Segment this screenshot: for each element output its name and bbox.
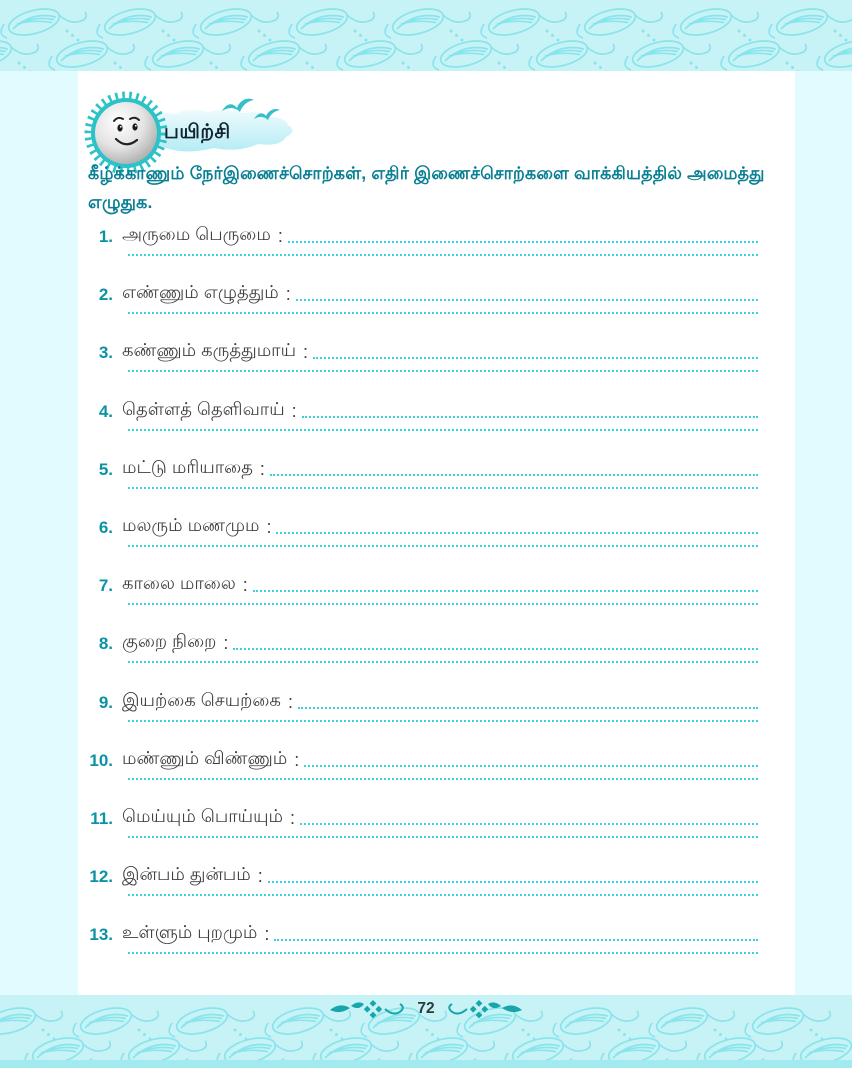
item-number: 11. bbox=[90, 808, 113, 828]
item-label: மண்ணும் விண்ணும் bbox=[122, 747, 288, 768]
answer-line-2 bbox=[128, 370, 758, 372]
item-separator: : bbox=[294, 749, 300, 770]
answer-line-1 bbox=[298, 707, 758, 709]
list-item bbox=[88, 865, 758, 923]
answer-line-2 bbox=[128, 836, 758, 838]
item-number: 13. bbox=[89, 925, 113, 945]
exercise-title: பயிற்சி bbox=[164, 121, 231, 143]
item-number: 5. bbox=[98, 459, 113, 479]
answer-line-2 bbox=[128, 778, 758, 780]
leaf-pattern bbox=[0, 0, 852, 71]
item-label: மலரும் மணமும bbox=[122, 514, 260, 535]
answer-line-1 bbox=[304, 765, 758, 767]
answer-line-2 bbox=[128, 545, 758, 547]
answer-line-2 bbox=[128, 312, 758, 314]
list-item bbox=[88, 807, 758, 865]
answer-line-1 bbox=[253, 590, 758, 592]
item-separator: : bbox=[285, 284, 291, 305]
item-separator: : bbox=[291, 400, 297, 421]
item-separator: : bbox=[242, 575, 248, 596]
item-separator: : bbox=[287, 691, 293, 712]
list-item bbox=[88, 283, 758, 341]
item-number: 2. bbox=[98, 285, 113, 305]
item-number: 1. bbox=[98, 227, 113, 246]
answer-line-2 bbox=[128, 720, 758, 722]
answer-line-2 bbox=[128, 429, 758, 431]
footer-ornament-right-icon bbox=[447, 999, 523, 1019]
item-number: 3. bbox=[98, 343, 113, 363]
answer-line-1 bbox=[288, 241, 758, 243]
answer-line-1 bbox=[296, 299, 758, 301]
list-item bbox=[88, 225, 758, 283]
answer-line-1 bbox=[313, 357, 758, 359]
content-page bbox=[78, 71, 795, 995]
item-separator: : bbox=[259, 458, 265, 479]
item-label: கண்ணும் கருத்துமாய் bbox=[122, 340, 297, 361]
item-label: இயற்கை செயற்கை bbox=[122, 689, 281, 710]
item-label: மட்டு மரியாதை bbox=[122, 456, 253, 477]
item-separator: : bbox=[290, 807, 296, 828]
answer-line-1 bbox=[268, 881, 758, 883]
item-separator: : bbox=[264, 924, 270, 945]
item-separator: : bbox=[257, 866, 263, 887]
item-number: 10. bbox=[89, 750, 113, 770]
list-item bbox=[88, 749, 758, 807]
answer-line-1 bbox=[274, 939, 758, 941]
item-label: குறை நிறை bbox=[122, 631, 217, 652]
item-separator: : bbox=[266, 516, 272, 537]
answer-line-1 bbox=[270, 474, 758, 476]
item-label: காலை மாலை bbox=[122, 573, 236, 594]
list-item bbox=[88, 400, 758, 458]
item-separator: : bbox=[223, 633, 229, 654]
page-number: 72 bbox=[417, 1000, 435, 1017]
list-item bbox=[88, 516, 758, 574]
answer-line-2 bbox=[128, 254, 758, 256]
item-label: தெள்ளத் தெளிவாய் bbox=[122, 398, 285, 419]
item-label: எண்ணும் எழுத்தும் bbox=[122, 282, 279, 303]
answer-line-2 bbox=[128, 603, 758, 605]
list-item bbox=[88, 632, 758, 690]
item-number: 6. bbox=[98, 517, 113, 537]
item-number: 9. bbox=[98, 692, 113, 712]
answer-line-2 bbox=[128, 894, 758, 896]
answer-line-2 bbox=[128, 952, 758, 954]
item-separator: : bbox=[303, 342, 309, 363]
answer-line-1 bbox=[233, 648, 758, 650]
answer-line-1 bbox=[300, 823, 758, 825]
footer-ornament-left-icon bbox=[329, 999, 405, 1019]
list-item bbox=[88, 923, 758, 981]
list-item bbox=[88, 458, 758, 516]
bottom-edge-strip bbox=[0, 1060, 852, 1068]
answer-line-1 bbox=[302, 416, 758, 418]
item-number: 12. bbox=[89, 867, 113, 887]
answer-line-1 bbox=[276, 532, 758, 534]
list-item bbox=[88, 574, 758, 632]
item-number: 7. bbox=[98, 576, 113, 596]
word-pair-list bbox=[88, 225, 758, 981]
instruction-text: கீழ்க்காணும் நேர்இணைச்சொற்கள், எதிர் இணைச்சொற்களை வாக்கியத்தில் அமைத்து எழுதுக. bbox=[88, 163, 765, 213]
list-item bbox=[88, 691, 758, 749]
item-label: உள்ளும் புறமும் bbox=[122, 922, 258, 943]
item-label: அருமை பெருமை bbox=[122, 224, 271, 244]
item-separator: : bbox=[277, 226, 283, 246]
item-number: 8. bbox=[98, 634, 113, 654]
page-footer bbox=[0, 997, 852, 1021]
item-label: இன்பம் துன்பம் bbox=[122, 864, 251, 885]
answer-line-2 bbox=[128, 487, 758, 489]
item-number: 4. bbox=[98, 401, 113, 421]
decorative-border-top bbox=[0, 0, 852, 71]
answer-line-2 bbox=[128, 661, 758, 663]
item-label: மெய்யும் பொய்யும் bbox=[122, 805, 284, 826]
list-item bbox=[88, 341, 758, 399]
